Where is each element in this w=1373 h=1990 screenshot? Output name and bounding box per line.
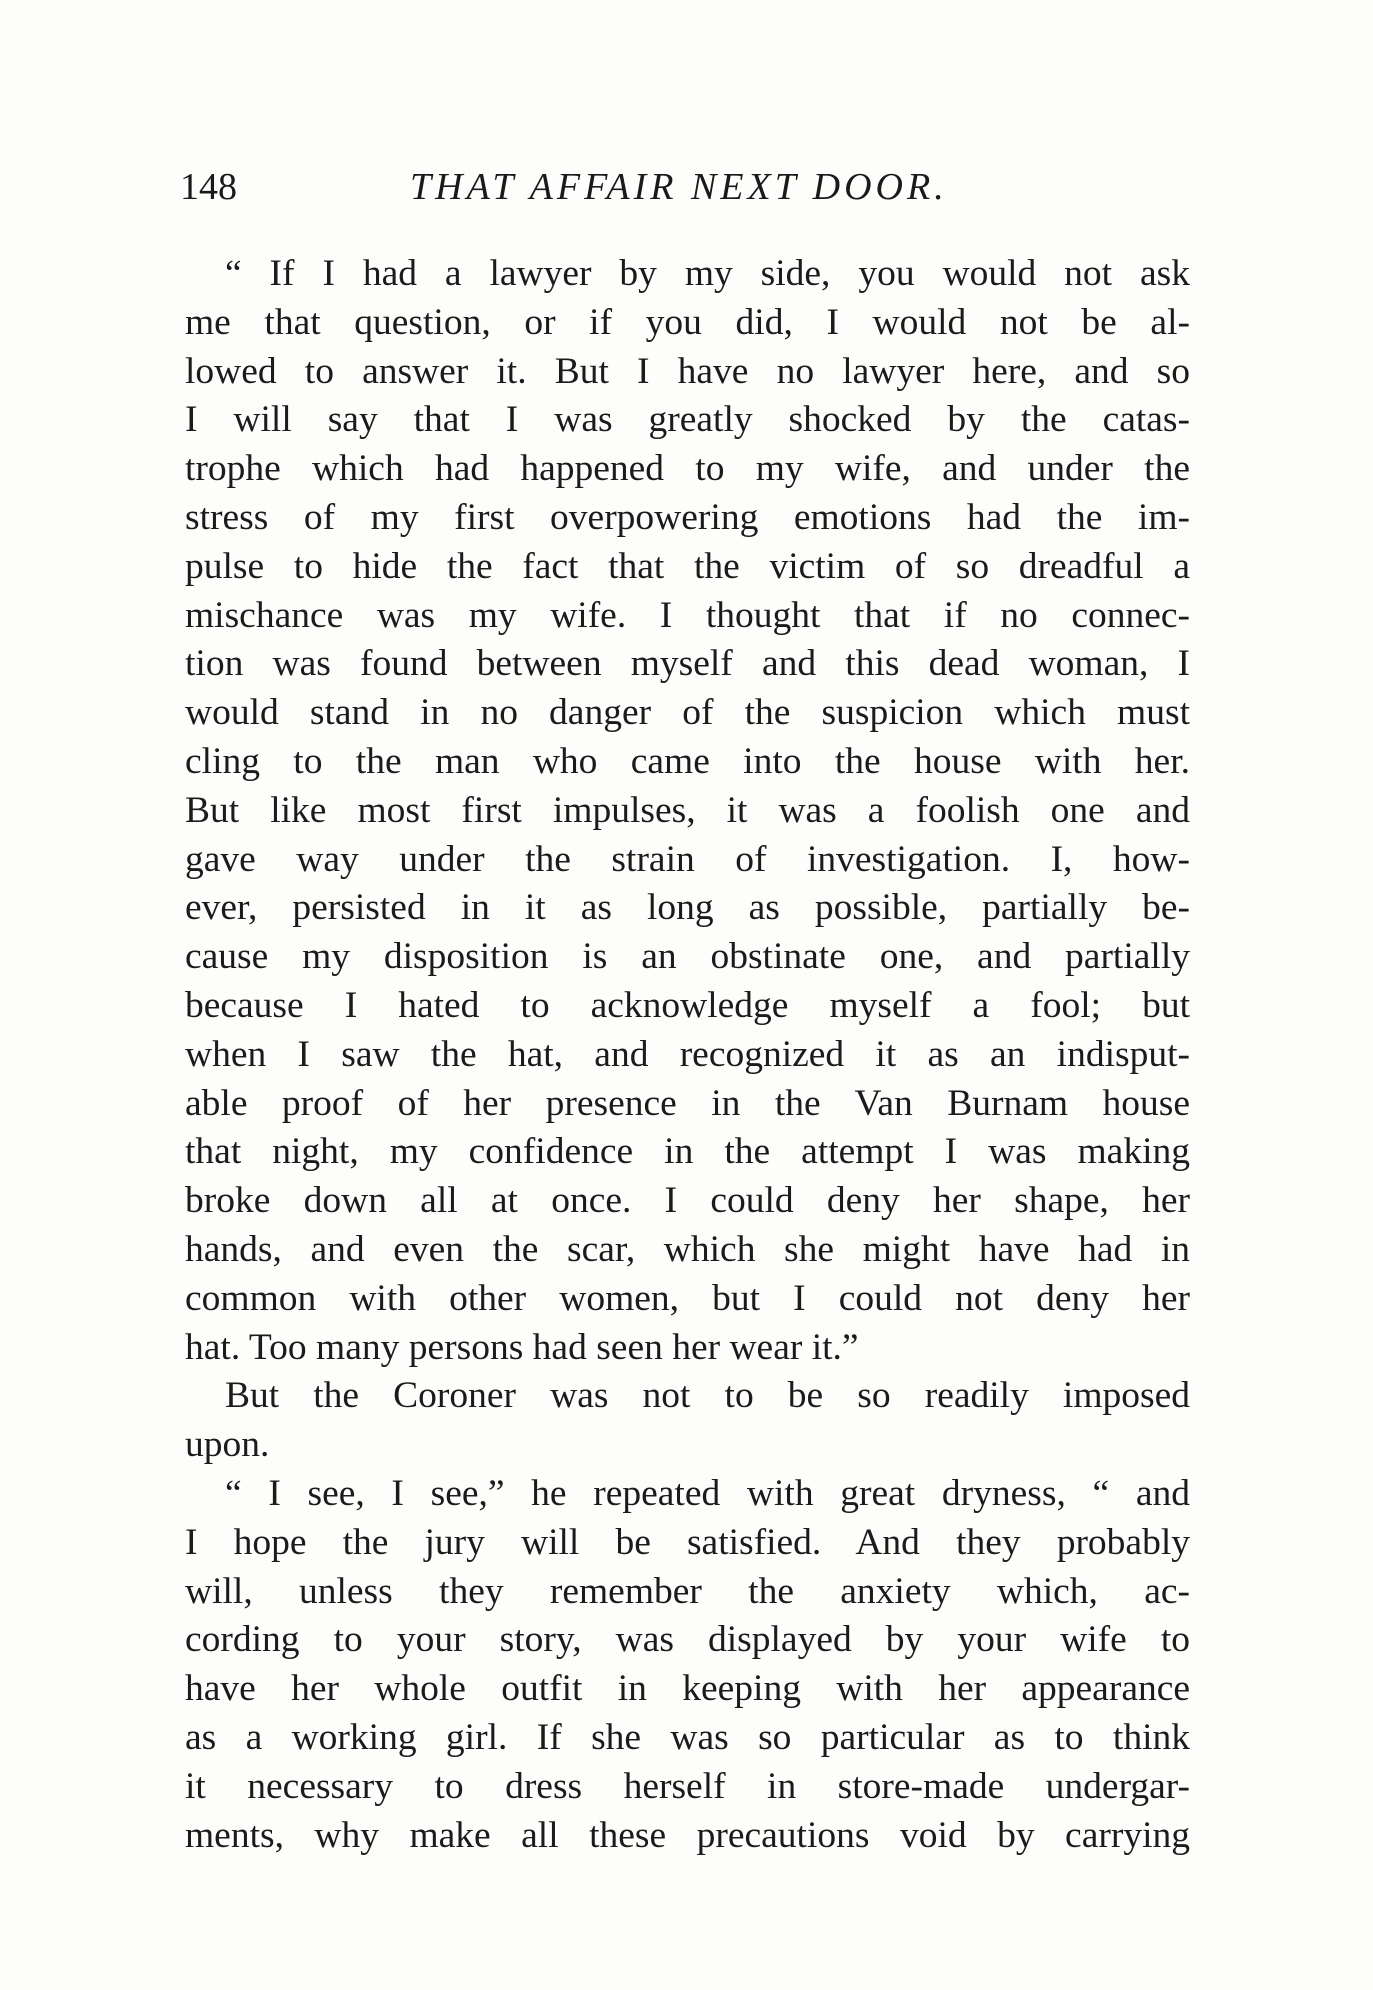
- text-line: “ I see, I see,” he repeated with great dryness, “ and: [225, 1472, 1190, 1514]
- text-line: cording to your story, was displayed by your wife to: [185, 1619, 1190, 1661]
- text-line: able proof of her presence in the Van Burnam house: [185, 1082, 1190, 1124]
- text-line: tion was found between myself and this dead woman, I: [185, 643, 1190, 685]
- text-line: pulse to hide the fact that the victim of so dreadful a: [185, 545, 1190, 587]
- page-header: [180, 165, 1190, 215]
- text-line: lowed to answer it. But I have no lawyer here, and so: [185, 350, 1190, 392]
- running-title: THAT AFFAIR NEXT DOOR.: [410, 166, 948, 208]
- text-line: mischance was my wife. I thought that if no connec-: [185, 594, 1190, 636]
- text-line: But like most first impulses, it was a foolish one and: [185, 789, 1190, 831]
- text-line: common with other women, but I could not deny her: [185, 1277, 1190, 1319]
- text-line: it necessary to dress herself in store-made undergar-: [185, 1765, 1190, 1807]
- text-line: But the Coroner was not to be so readily imposed: [225, 1375, 1190, 1417]
- text-line: stress of my first overpowering emotions had the im-: [185, 496, 1190, 538]
- body-text: [185, 250, 1190, 1860]
- text-line: because I hated to acknowledge myself a fool; but: [185, 984, 1190, 1026]
- text-line: ments, why make all these precautions void by carrying: [185, 1814, 1190, 1856]
- text-line: I will say that I was greatly shocked by the catas-: [185, 399, 1190, 441]
- text-line: “ If I had a lawyer by my side, you would not ask: [225, 253, 1190, 294]
- text-line: that night, my confidence in the attempt I was making: [185, 1131, 1190, 1173]
- text-line: trophe which had happened to my wife, and under the: [185, 448, 1190, 490]
- text-line: I hope the jury will be satisfied. And they probably: [185, 1521, 1190, 1563]
- text-line: as a working girl. If she was so particular as to think: [185, 1716, 1190, 1758]
- page-number: 148: [180, 166, 237, 208]
- text-line: broke down all at once. I could deny her shape, her: [185, 1180, 1190, 1222]
- text-line: hands, and even the scar, which she might have had in: [185, 1228, 1190, 1270]
- text-line: cling to the man who came into the house with her.: [185, 740, 1190, 782]
- text-line: will, unless they remember the anxiety which, ac-: [185, 1570, 1190, 1612]
- text-line: me that question, or if you did, I would not be al-: [185, 301, 1190, 343]
- text-line: would stand in no danger of the suspicion which must: [185, 692, 1190, 734]
- text-line: upon.: [185, 1424, 270, 1466]
- text-line: hat. Too many persons had seen her wear it.”: [185, 1326, 859, 1368]
- text-line: when I saw the hat, and recognized it as an indisput-: [185, 1033, 1190, 1075]
- text-line: gave way under the strain of investigation. I, how-: [185, 838, 1190, 880]
- text-line: cause my disposition is an obstinate one, and partially: [185, 936, 1190, 978]
- text-line: ever, persisted in it as long as possible, partially be-: [185, 887, 1190, 929]
- text-line: have her whole outfit in keeping with her appearance: [185, 1668, 1190, 1710]
